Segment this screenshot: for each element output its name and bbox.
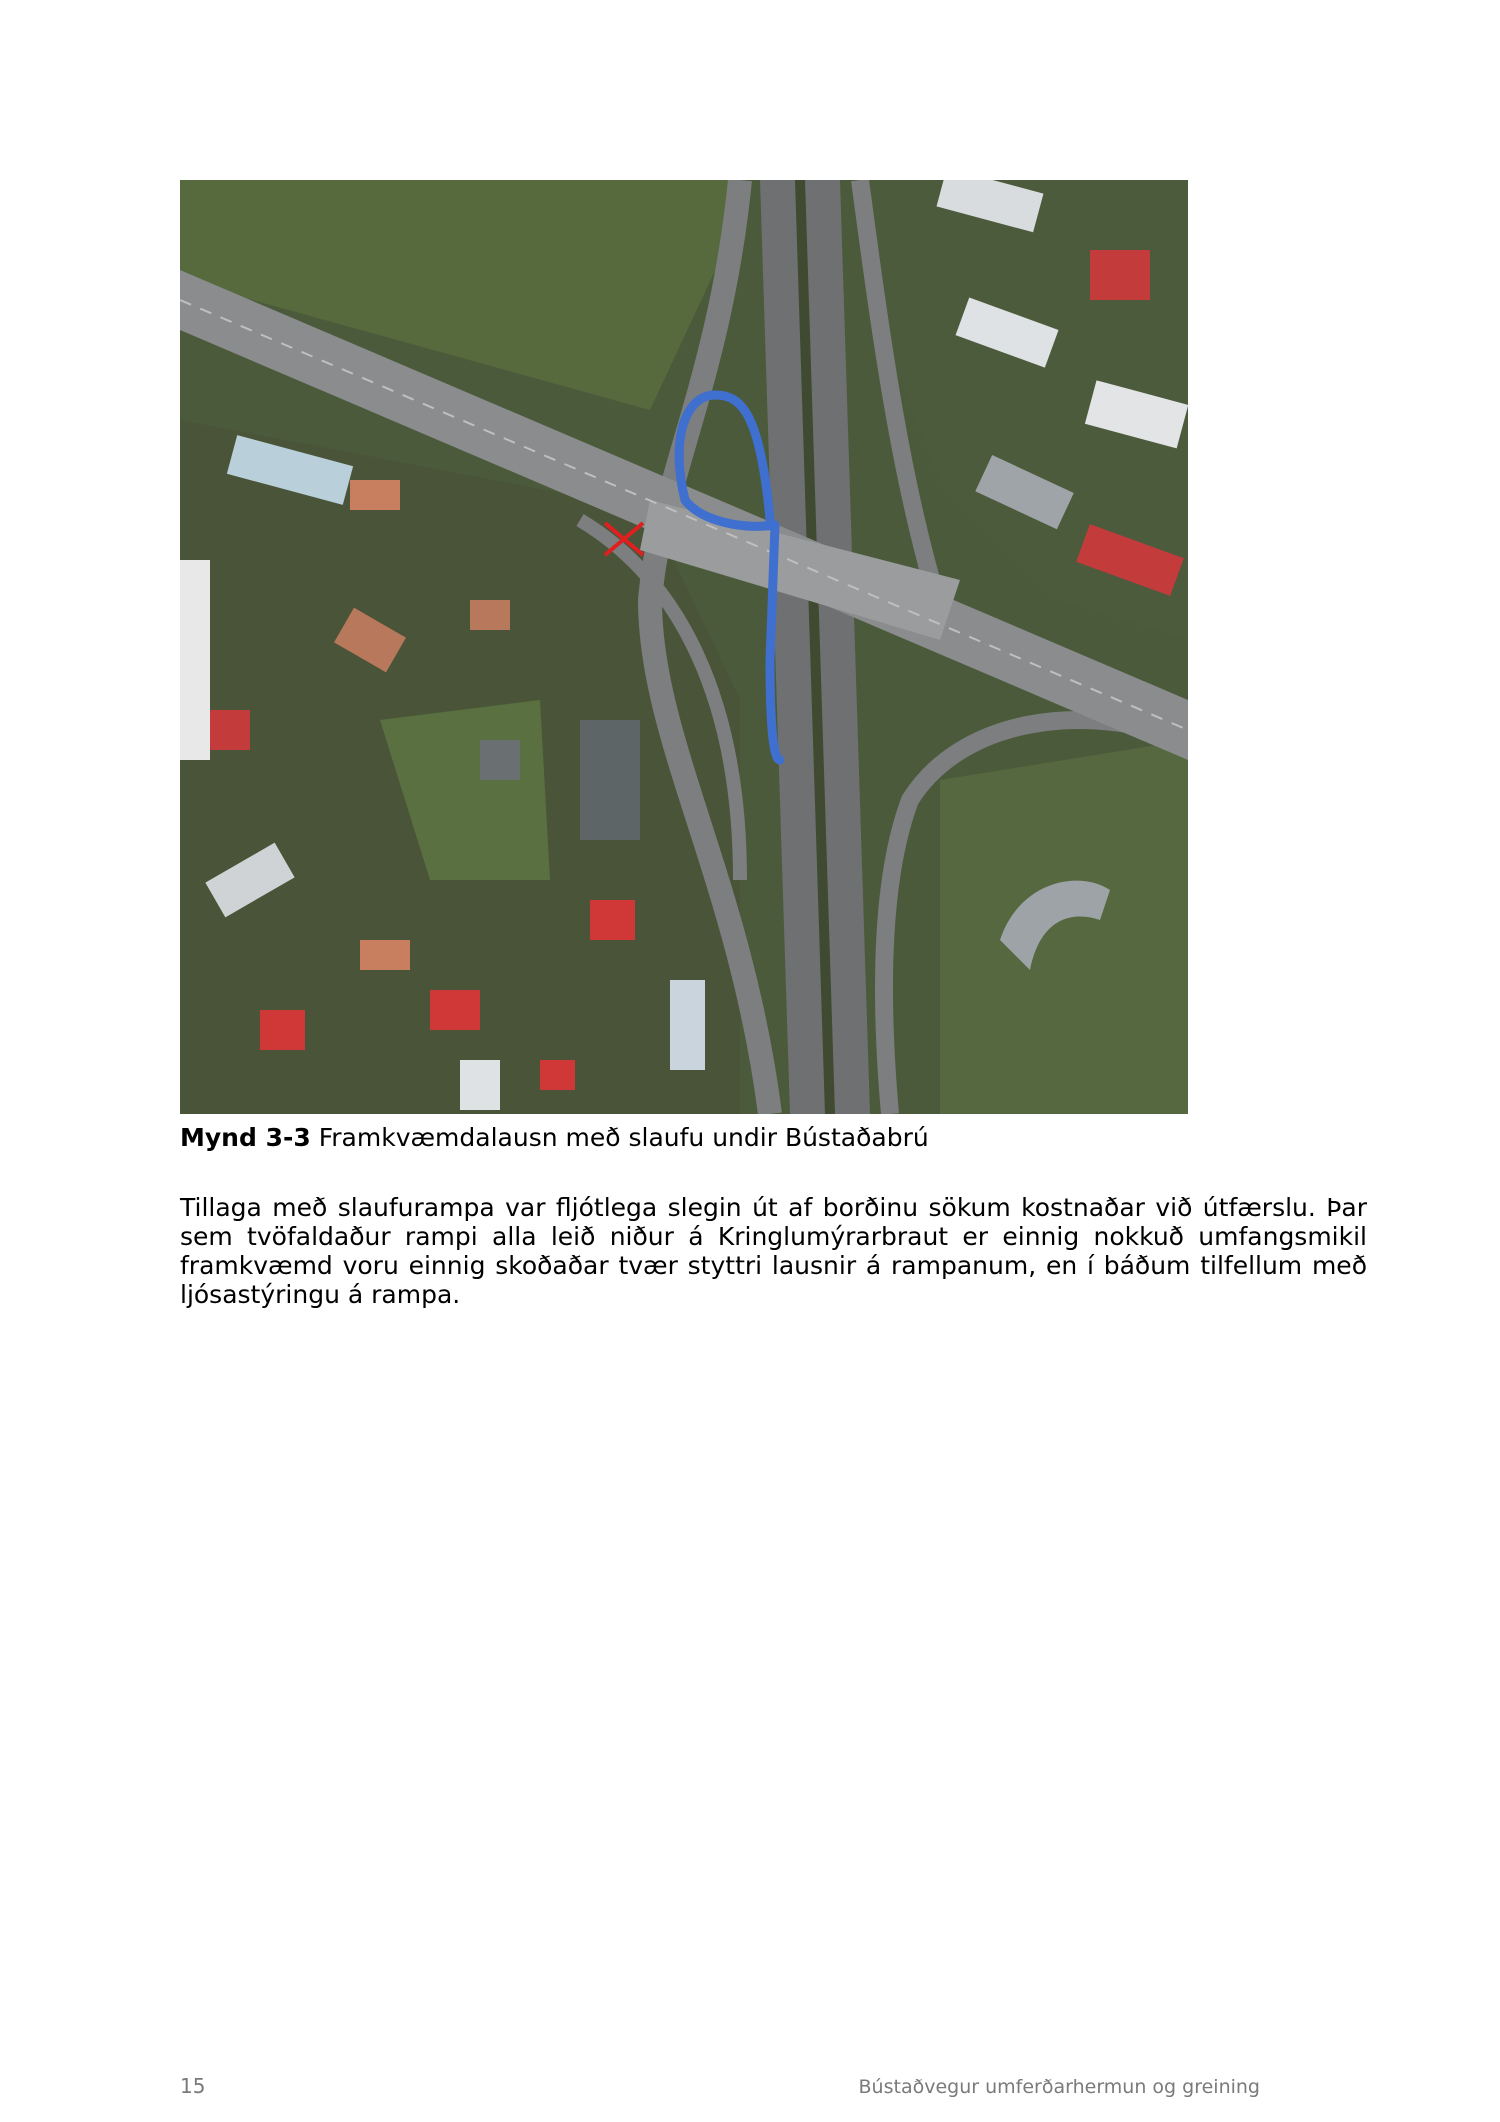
residential-se [940, 740, 1188, 1114]
page-number: 15 [180, 2074, 206, 2098]
body-paragraph: Tillaga með slaufurampa var fljótlega slegin út af borðinu sökum kostnaðar við útfærslu. Þar sem tvöfaldaður rampi alla leið niður á Kringlumýrarbraut er einnig nokkuð umfangsmikil framkvæmd voru einnig skoðaðar tvær styttri lausnir á rampanum, en í báðum tilfellum með ljósastýringu á rampa. [180, 1193, 1367, 1309]
figure-label: Mynd 3-3 [180, 1123, 311, 1152]
aerial-map-figure [180, 180, 1188, 1114]
figure-caption [180, 1120, 1370, 1156]
footer-title: Bústaðvegur umferðarhermun og greining [858, 2076, 1260, 2098]
figure-caption-text: Framkvæmdalausn með slaufu undir Bústaðabrú [318, 1123, 929, 1152]
